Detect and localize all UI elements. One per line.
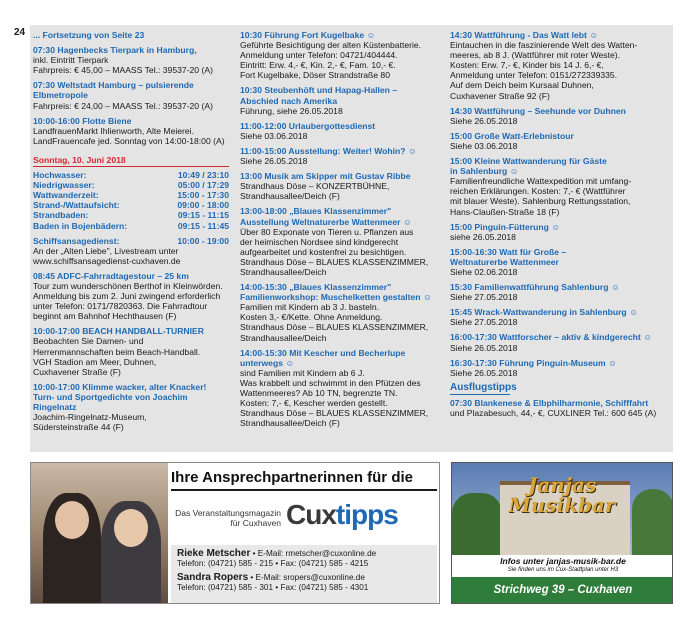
- musikbar-address: Strichweg 39 – Cuxhaven: [452, 577, 673, 604]
- event-title: unterwegs ☺: [240, 357, 295, 368]
- event-item: 11:00-12:00 Urlaubergottesdienst Siehe 03.06.2018: [240, 121, 438, 141]
- event-title: Ausstellung Weltnaturerbe Wattenmeer ☺: [240, 216, 412, 227]
- page-number: 24: [14, 27, 26, 38]
- tide-row: Hochwasser: 10:49 / 23:10: [33, 170, 229, 181]
- column-2: [240, 30, 438, 433]
- section-divider: [450, 394, 510, 395]
- contact-2: [177, 573, 431, 583]
- event-item: 15:00 Große Watt-Erlebnistour Siehe 03.06.2018: [450, 131, 670, 151]
- event-title: 10:30 Führung Fort Kugelbake ☺: [240, 30, 376, 40]
- contact-1: [177, 549, 431, 559]
- event-title: 14:30 Wattführung - Das Watt lebt ☺: [450, 30, 599, 40]
- event-item: [33, 116, 229, 146]
- event-item: 10:00-17:00 BEACH HANDBALL-TURNIER Beobachten Sie Damen- und Herrenmannschaften beim Beach-Handball. VGH Stadion am Meer, Duhnen, Cuxhavener Straße (F): [33, 326, 229, 376]
- event-item: 08:45 ADFC-Fahrradtagestour – 25 km Tour zum wunderschönen Berthof in Kleinwörden. Anmeldung bis zum 2. Juni zwingend erforderlich unter Telefon: 0171/7820363. Die Fahrradtour beginnt am Bahnhof Hechthausen (F): [33, 271, 229, 321]
- event-listing-panel: [30, 25, 673, 452]
- event-title: Weltnaturerbe Wattenmeer: [450, 256, 559, 267]
- ship-announcement: Schiffsansagedienst: 10:00 - 19:00 An der „Alten Liebe", Livestream unter www.schiffsansagedienst-cuxhaven.de: [33, 235, 229, 266]
- tide-row: Wattwanderzeit: 15:00 - 17:30: [33, 190, 229, 201]
- event-item: 15:00-16:30 Watt für Große – Weltnaturerbe Wattenmeer Siehe 02.06.2018: [450, 247, 670, 277]
- ad-subtitle: Das Veranstaltungsmagazin für Cuxhaven: [175, 508, 281, 528]
- event-title: Familienworkshop: Muschelketten gestalten ☺: [240, 292, 432, 303]
- event-title: 07:30 Blankenese & Elbphilharmonie, Schifffahrt: [450, 397, 649, 408]
- event-item: 15:00 Kleine Wattwanderung für Gäste in Sahlenburg ☺ Familienfreundliche Wattexpedition mit umfang- reichen Erklärungen. Kosten: 7,- € (Wattführer mit blauer Weste). Sahlenburg Rettungsstation, Hans-Claußen-Straße 18 (F): [450, 156, 670, 217]
- event-title: 14:00-15:30 Mit Kescher und Becherlupe: [240, 347, 406, 358]
- event-title: 15:00 Pinguin-Fütterung ☺: [450, 221, 560, 232]
- event-title: 15:30 Familienwattführung Sahlenburg ☺: [450, 282, 620, 293]
- column-1: [33, 30, 229, 437]
- event-title: 08:45 ADFC-Fahrradtagestour – 25 km: [33, 270, 189, 281]
- contact-phone: Telefon: (04721) 585 - 301 • Fax: (04721) 585 - 4301: [177, 583, 369, 592]
- event-item: 15:00 Pinguin-Fütterung ☺ siehe 26.05.2018: [450, 222, 670, 242]
- event-title: Turn- und Sportgedichte von Joachim Ringelnatz: [33, 391, 188, 412]
- event-title: 10:00-16:00 Flotte Biene: [33, 115, 132, 126]
- event-item: [33, 80, 229, 110]
- continuation-note: ... Fortsetzung von Seite 23: [33, 30, 145, 40]
- contact-name: Rieke Metscher: [177, 548, 251, 559]
- event-item: 14:00-15:30 „Blaues Klassenzimmer" Familienworkshop: Muschelketten gestalten ☺ Familien mit Kindern ab 3 J. basteln. Kosten 3,- €/Kette. Ohne Anmeldung. Strandhaus Döse – BLAUES KLASSENZIMMER, Strandhausallee/Deich: [240, 282, 438, 343]
- tide-row: Strand-/Wattaufsicht: 09:00 - 18:00: [33, 200, 229, 211]
- event-item: 16:00-17:30 Wattforscher – aktiv & kindgerecht ☺ Siehe 26.05.2018: [450, 332, 670, 352]
- contacts-photo: [31, 463, 168, 604]
- tide-row: Baden in Bojenbädern: 09:15 - 11:45: [33, 220, 229, 231]
- tide-table: [33, 170, 229, 231]
- event-title: 10:00-17:00 Klimme wacker, alter Knacker!: [33, 381, 207, 392]
- event-item: 15:30 Familienwattführung Sahlenburg ☺ Siehe 27.05.2018: [450, 282, 670, 302]
- event-title: 15:45 Wrack-Wattwanderung in Sahlenburg ☺: [450, 307, 638, 318]
- event-title: 07:30 Weltstadt Hamburg – pulsierende Elbmetropole: [33, 80, 194, 101]
- contact-advertisement: [30, 462, 440, 604]
- event-item: 13:00-18:00 „Blaues Klassenzimmer" Ausstellung Weltnaturerbe Wattenmeer ☺ Über 80 Exponate von Tieren u. Pflanzen aus der heimischen Nordsee sind kindgerecht aufgearbeitet und kostenfrei zu besichtigen. Strandhaus Döse – BLAUES KLASSENZIMMER, Strandhausallee/Deich: [240, 206, 438, 277]
- date-divider: [33, 166, 229, 167]
- event-title: Abschied nach Amerika: [240, 95, 338, 106]
- contact-name: Sandra Ropers: [177, 572, 249, 583]
- event-title: 16:00-17:30 Wattforscher – aktiv & kindgerecht ☺: [450, 332, 652, 343]
- ad-title: Ihre Ansprechpartnerinnen für die: [171, 469, 413, 486]
- musikbar-url[interactable]: Infos unter janjas-musik-bar.de Sie finden uns im Cux-Stadtplan unter H3: [452, 555, 673, 577]
- event-item: 14:30 Wattführung - Das Watt lebt ☺ Eintauchen in die faszinierende Welt des Watten- meeres, ab 8 J. (Wattführer mit roter Weste). Kosten: Erw. 7,- €, Kinder bis 14 J. 6,- €, Anmeldung unter Telefon: 0151/272339335. Auf dem Deich beim Kursaal Duhnen, Cuxhavener Straße 92 (F): [450, 30, 670, 101]
- event-title: 07:30 Hagenbecks Tierpark in Hamburg,: [33, 45, 197, 56]
- event-title: 15:00 Kleine Wattwanderung für Gäste: [450, 156, 607, 167]
- event-title: 15:00-16:30 Watt für Große –: [450, 246, 567, 257]
- musikbar-advertisement: [451, 462, 673, 604]
- event-title: 14:00-15:30 „Blaues Klassenzimmer": [240, 282, 392, 293]
- event-title: 16:30-17:30 Führung Pinguin-Museum ☺: [450, 357, 617, 368]
- tide-row: Strandbaden: 09:15 - 11:15: [33, 210, 229, 221]
- event-item: 10:30 Steubenhöft und Hapag-Hallen – Abschied nach Amerika Führung, siehe 26.05.2018: [240, 85, 438, 115]
- event-text: Fahrpreis: € 24,00 – MAASS Tel.: 39537-20 (A): [33, 100, 213, 111]
- event-item: 11:00-15:00 Ausstellung: Weiter! Wohin? ☺ Siehe 26.05.2018: [240, 146, 438, 166]
- event-title: 11:00-15:00 Ausstellung: Weiter! Wohin? ☺: [240, 145, 417, 156]
- cuxtipps-logo: Cuxtipps: [286, 499, 398, 530]
- tide-row: Niedrigwasser: 05:00 / 17:29: [33, 180, 229, 191]
- contact-email[interactable]: • E-Mail: rmetscher@cuxonline.de: [250, 549, 377, 558]
- date-heading: Sonntag, 10. Juni 2018: [33, 154, 126, 165]
- event-title: 13:00-18:00 „Blaues Klassenzimmer": [240, 206, 392, 217]
- musikbar-logo: Janjas Musikbar: [508, 473, 616, 517]
- event-title: 11:00-12:00 Urlaubergottesdienst: [240, 120, 376, 131]
- event-title: in Sahlenburg ☺: [450, 166, 519, 177]
- event-item: 10:00-17:00 Klimme wacker, alter Knacker! Turn- und Sportgedichte von Joachim Ringelnatz Joachim-Ringelnatz-Museum, Südersteinstraße 44 (F): [33, 382, 229, 432]
- event-item: 10:30 Führung Fort Kugelbake ☺ Geführte Besichtigung der alten Küstenbatterie. Anmeldung unter Telefon: 04721/404444. Eintritt: Erw. 4,- €, Kin. 2,- €, Fam. 10,- €. Fort Kugelbake, Döser Strandstraße 80: [240, 30, 438, 80]
- contact-phone: Telefon: (04721) 585 - 215 • Fax: (04721) 585 - 4215: [177, 559, 369, 568]
- event-text: inkl. Eintritt Tierpark: [33, 55, 109, 66]
- event-text: LandFrauencafe jed. Sonntag von 14:00-18:00 (A): [33, 135, 225, 146]
- event-item: 16:30-17:30 Führung Pinguin-Museum ☺ Siehe 26.05.2018: [450, 358, 670, 378]
- trip-tips: Ausflugstipps 07:30 Blankenese & Elbphilharmonie, Schifffahrt und Plazabesuch, 44,- €, CUXLINER Tel.: 600 645 (A): [450, 383, 670, 418]
- event-title: 15:00 Große Watt-Erlebnistour: [450, 130, 574, 141]
- event-title: 10:00-17:00 BEACH HANDBALL-TURNIER: [33, 326, 204, 337]
- event-item: 15:45 Wrack-Wattwanderung in Sahlenburg ☺ Siehe 27.05.2018: [450, 307, 670, 327]
- event-title: 14:30 Wattführung – Seehunde vor Duhnen: [450, 105, 626, 116]
- event-item: 13:00 Musik am Skipper mit Gustav Ribbe Strandhaus Döse – KONZERTBÜHNE, Strandhausallee/Deich (F): [240, 171, 438, 201]
- face: [114, 509, 148, 547]
- event-text: LandfrauenMarkt Ihlienworth, Alte Meierei.: [33, 125, 194, 136]
- contact-box: [171, 545, 437, 603]
- event-item: 14:30 Wattführung – Seehunde vor Duhnen Siehe 26.05.2018: [450, 106, 670, 126]
- event-item: [33, 45, 229, 75]
- event-title: 10:30 Steubenhöft und Hapag-Hallen –: [240, 85, 398, 96]
- face: [55, 501, 89, 539]
- event-item: 14:00-15:30 Mit Kescher und Becherlupe unterwegs ☺ sind Familien mit Kindern ab 6 J. Was krabbelt und schwimmt in den Pfützen des Wattenmeeres? Ab 10 TN, begrenzte TN. Kosten: 7,- €, Kescher werden gestellt. Strandhaus Döse – BLAUES KLASSENZIMMER, Strandhausallee/Deich (F): [240, 348, 438, 429]
- column-3: [450, 30, 670, 418]
- section-heading: Ausflugstipps: [450, 381, 517, 393]
- event-text: Fahrpreis: € 45,00 – MAASS Tel.: 39537-20 (A): [33, 65, 213, 76]
- contact-email[interactable]: • E-Mail: sropers@cuxonline.de: [248, 573, 365, 582]
- event-title: 13:00 Musik am Skipper mit Gustav Ribbe: [240, 171, 411, 182]
- ad-divider: [171, 489, 437, 491]
